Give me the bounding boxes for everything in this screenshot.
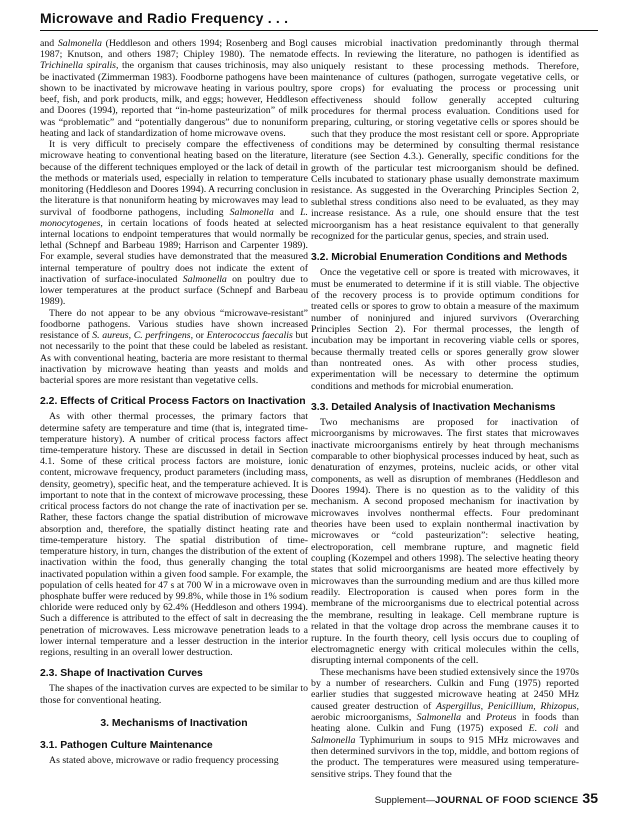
page-number: 35 <box>582 790 598 806</box>
footer-journal-name: JOURNAL OF FOOD SCIENCE <box>434 795 579 806</box>
page-footer <box>375 790 598 806</box>
paragraph: Once the vegetative cell or spore is treated with microwaves, it must be enumerated to determine if it is still viable. The objective of the recovery process is to provide optimum conditions for treated cells or spores to grow to obtain a measure of the maximum number of noninjured and injured survivors (Overarching Principles Section 2). For thermal processes, the length of incubation may be important in recovering viable cells or spores, because thermally treated cells or spores generally grow slower than nontreated ones. As with other process studies, experimentation will be necessary to determine the optimum conditions and methods for microbial enumeration. <box>311 267 579 392</box>
header-rule <box>40 30 598 31</box>
running-header: Microwave and Radio Frequency . . . <box>40 10 289 26</box>
section-heading-3: 3. Mechanisms of Inactivation <box>100 717 248 729</box>
section-heading-2-2: 2.2. Effects of Critical Process Factors on Inactivation <box>40 396 306 408</box>
footer-supplement: Supplement— <box>374 795 435 806</box>
paragraph: Two mechanisms are proposed for inactivation of microorganisms by microwaves. The first states that microwaves inactivate microorganisms entirely by heat through mechanisms comparable to other biophysical processes induced by heat, such as denaturation of enzymes, proteins, nucleic acids, or other vital components, as well as disruption of membranes (Heddleson and Doores 1994). There is no question as to the validity of this mechanism. A second proposed mechanism for inactivation by microwaves involves nonthermal effects. Four predominant theories have been used to explain nonthermal inactivation by microwaves or “cold pasteurization”: selective heating, electroporation, cell membrane rupture, and magnetic field coupling (Kozempel and others 1998). The selective heating theory states that solid microorganisms are heated more effectively by microwaves than the surrounding medium and are thus killed more readily. Electroporation is caused when pores form in the membrane of the microorganisms due to electrical potential across the membrane, resulting in leakage. Cell membrane rupture is related in that the voltage drop across the membrane causes it to rupture. In the fourth theory, cell lysis occurs due to coupling of electromagnetic energy with critical molecules within the cells, disrupting internal components of the cell. <box>311 416 579 667</box>
paragraph: As with other thermal processes, the primary factors that determine safety are temperature and time (that is, integrated time-temperature history). A number of critical process factors affect time-temperature history. These are discussed in detail in Section 4.1. Some of these critical process factors are moisture, ionic content, microwave frequency, product parameters (including mass, density, geometry), specific heat, and the temperature achieved. It is important to note that in the context of microwave processing, these critical process factors do not change the rate of inactivation per se. Rather, these factors change the spatial distribution of microwave absorption and, therefore, the spatially distinct heating rate and time-temperature history. The spatial distribution of time-temperature history, in turn, changes the distribution of the extent of inactivation within the food, thus generally changing the total inactivated population within a given food sample. For example, the population of cells heated for 47 s at 700 W in a microwave oven in phosphate buffer were reduced by 99.8%, while those in 1% sodium chloride were reduced only by 62.4% (Heddleson and others 1994). Such a difference is attributed to the effect of salt in decreasing the penetration of microwaves. Less microwave penetration leads to a lower internal temperature and a lesser destruction in the interior regions, resulting in an overall lower destruction. <box>40 411 308 659</box>
paragraph: and Salmonella (Heddleson and others 1994; Rosenberg and Bogl 1987; Knutson, and others 1987; Chipley 1980). The nematode Trichinella spiralis, the organism that causes trichinosis, may also be inactivated (Zimmerman 1983). Foodborne pathogens have been shown to be inactivated by microwave heating in various poultry, beef, fish, and pork products, milk, and eggs; however, Heddleson and Doores (1994), reported that “in-home pasteurization” of milk was “problematic” and “potentially dangerous” due to nonuniform heating and lack of standardization of home microwave ovens. <box>40 38 308 139</box>
section-heading-3-3: 3.3. Detailed Analysis of Inactivation Mechanisms <box>311 401 556 413</box>
paragraph: There do not appear to be any obvious “microwave-resistant” foodborne pathogens. Various studies have shown increased resistance of S. aureus, C. perfringens, or Enterococcus faecalis but not necessarily to the point that these could be labeled as resistant. As with conventional heating, bacteria are more resistant to thermal inactivation by microwave heating than yeasts and molds and bacterial spores are more resistant than vegetative cells. <box>40 307 308 387</box>
section-heading-3-1: 3.1. Pathogen Culture Maintenance <box>40 739 213 751</box>
paragraph: causes microbial inactivation predominantly through thermal effects. In reviewing the literature, no pathogen is identified as uniquely resistant to these processing methods. Therefore, maintenance of cultures (pathogen, surrogate vegetative cells, or spore crops) for evaluating the process or processing unit effectiveness should follow generally accepted culturing procedures for thermal process evaluation. Conditions used for preparing, culturing, or storing vegetative cells or spores should be such that they produce the most resistant cell or spore. Appropriate conditions may be determined by consulting thermal resistance literature (see Section 4.3.). Generally, specific conditions for the growth of the particular test microorganism should be defined. Cells incubated to stationary phase usually demonstrate maximum resistance. As suggested in the Overarching Principles Section 2, sublethal stress conditions also need to be evaluated, as they may increase resistance. As a rule, one should ensure that the test microorganism has a heat resistance equivalent to that generally recognized for the particular genus, species, and strain used. <box>311 38 579 242</box>
paragraph: It is very difficult to precisely compare the effectiveness of microwave heating to conventional heating based on the literature, because of the different techniques employed or the lack of detail in the methods or materials used, especially in relation to temperature monitoring (Heddleson and Doores 1994). A recurring conclusion in the literature is that nonuniform heating by microwaves may lead to survival of foodborne pathogens, including Salmonella and L. monocytogenes, in certain locations of foods heated at selected internal locations to endpoint temperatures that would normally be lethal (Schnepf and Barbeau 1989; Harrison and Carpenter 1989). For example, several studies have demonstrated that the measured internal temperature of poultry does not indicate the extent of inactivation of surface-inoculated Salmonella on poultry due to lower temperatures at the product surface (Schnepf and Barbeau 1989). <box>40 139 309 308</box>
paragraph: These mechanisms have been studied extensively since the 1970s by a number of researchers. Culkin and Fung (1975) reported earlier studies that suggested microwave heating at 2450 MHz caused greater destruction of Aspergillus, Penicillium, Rhizopus, aerobic microorganisms, Salmonella and Proteus in foods than heating alone. Culkin and Fung (1975) exposed E. coli and Salmonella Typhimurium in soups to 915 MHz microwaves and then determined survivors in the top, middle, and bottom regions of the product. The temperatures were measured using temperature-sensitive strips. They found that the <box>311 666 579 780</box>
paragraph: As stated above, microwave or radio frequency processing <box>49 754 279 766</box>
right-column <box>311 38 579 780</box>
paragraph: The shapes of the inactivation curves are expected to be similar to those for conventional heating. <box>40 683 308 706</box>
section-heading-3-2: 3.2. Microbial Enumeration Conditions and Methods <box>311 252 568 264</box>
left-column <box>40 38 308 766</box>
section-heading-2-3: 2.3. Shape of Inactivation Curves <box>40 668 203 680</box>
